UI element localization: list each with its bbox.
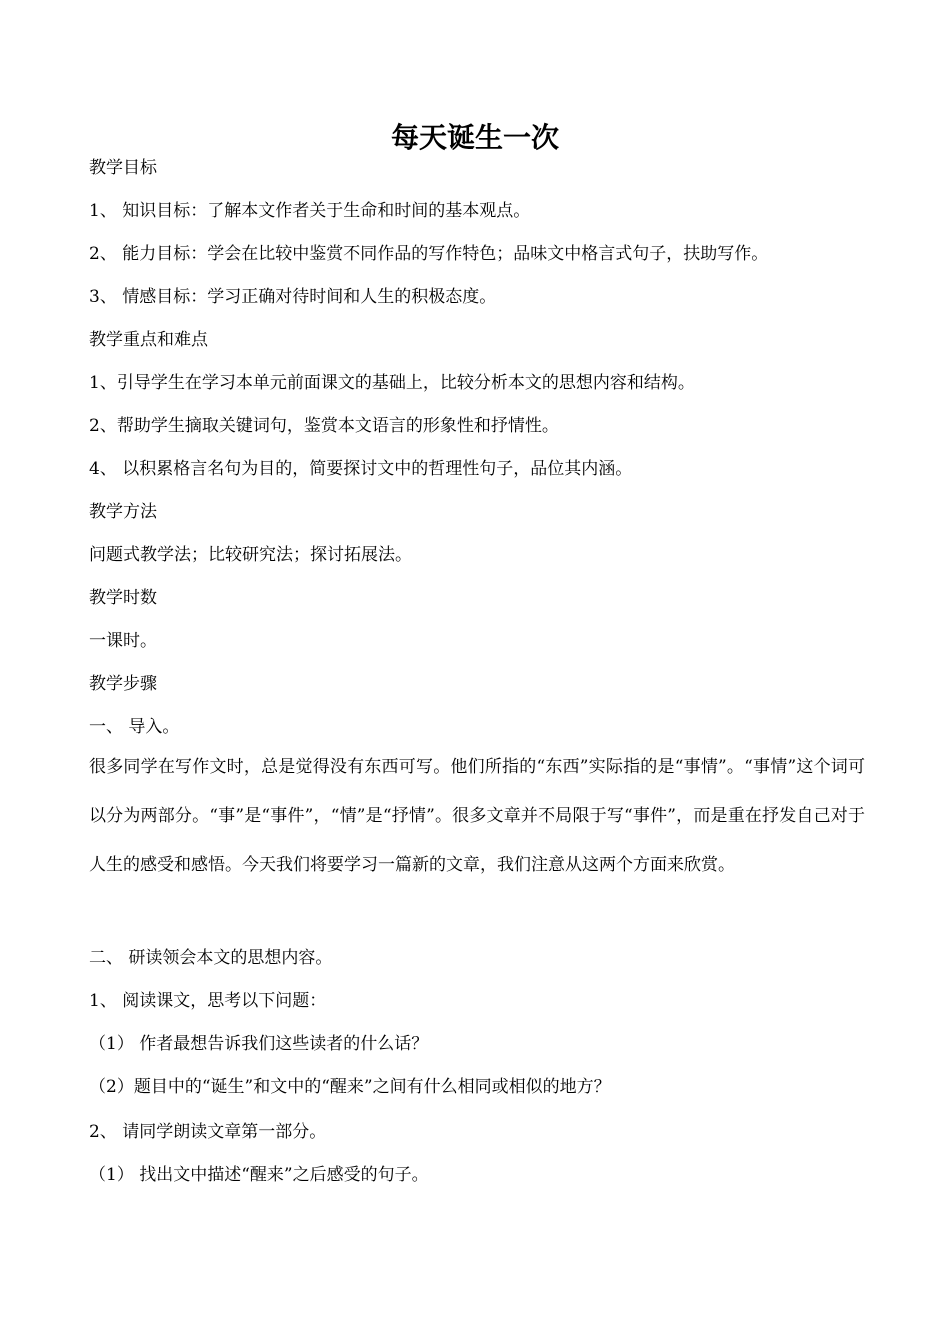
key-point-1: 1、引导学生在学习本单元前面课文的基础上，比较分析本文的思想内容和结构。 [89, 373, 695, 393]
section-heading-key-points: 教学重点和难点 [89, 330, 208, 350]
step-2-item-1: 1、 阅读课文，思考以下问题： [89, 991, 327, 1011]
section-heading-methods: 教学方法 [89, 502, 157, 522]
objective-emotion: 3、 情感目标：学习正确对待时间和人生的积极态度。 [89, 287, 497, 307]
section-heading-steps: 教学步骤 [89, 674, 157, 694]
sub-question-1: （1） 找出文中描述“醒来”之后感受的句子。 [89, 1165, 429, 1185]
key-point-2: 2、帮助学生摘取关键词句，鉴赏本文语言的形象性和抒情性。 [89, 416, 559, 436]
step-1-heading: 一、 导入。 [89, 717, 180, 737]
methods-text: 问题式教学法；比较研究法；探讨拓展法。 [89, 545, 412, 565]
step-2-item-2: 2、 请同学朗读文章第一部分。 [89, 1122, 327, 1142]
key-point-4: 4、 以积累格言名句为目的，简要探讨文中的哲理性句子，品位其内涵。 [89, 459, 633, 479]
hours-text: 一课时。 [89, 631, 157, 651]
objective-knowledge: 1、 知识目标：了解本文作者关于生命和时间的基本观点。 [89, 201, 531, 221]
document-title: 每天诞生一次 [390, 121, 559, 154]
section-heading-objectives: 教学目标 [89, 158, 157, 178]
section-heading-hours: 教学时数 [89, 588, 157, 608]
question-2: （2）题目中的“诞生”和文中的“醒来”之间有什么相同或相似的地方？ [89, 1077, 611, 1097]
question-1: （1） 作者最想告诉我们这些读者的什么话？ [89, 1034, 429, 1054]
objective-ability: 2、 能力目标：学会在比较中鉴赏不同作品的写作特色；品味文中格言式句子，扶助写作。 [89, 244, 769, 264]
intro-paragraph: 很多同学在写作文时，总是觉得没有东西可写。他们所指的“东西”实际指的是“事情”。“事情”这个词可以分为两部分。“事”是“事件”，“情”是“抒情”。很多文章并不局限于写“事件”，而是重在抒发自己对于人生的感受和感悟。今天我们将要学习一篇新的文章，我们注意从这两个方面来欣赏。 [89, 757, 865, 875]
step-2-heading: 二、 研读领会本文的思想内容。 [89, 948, 333, 968]
